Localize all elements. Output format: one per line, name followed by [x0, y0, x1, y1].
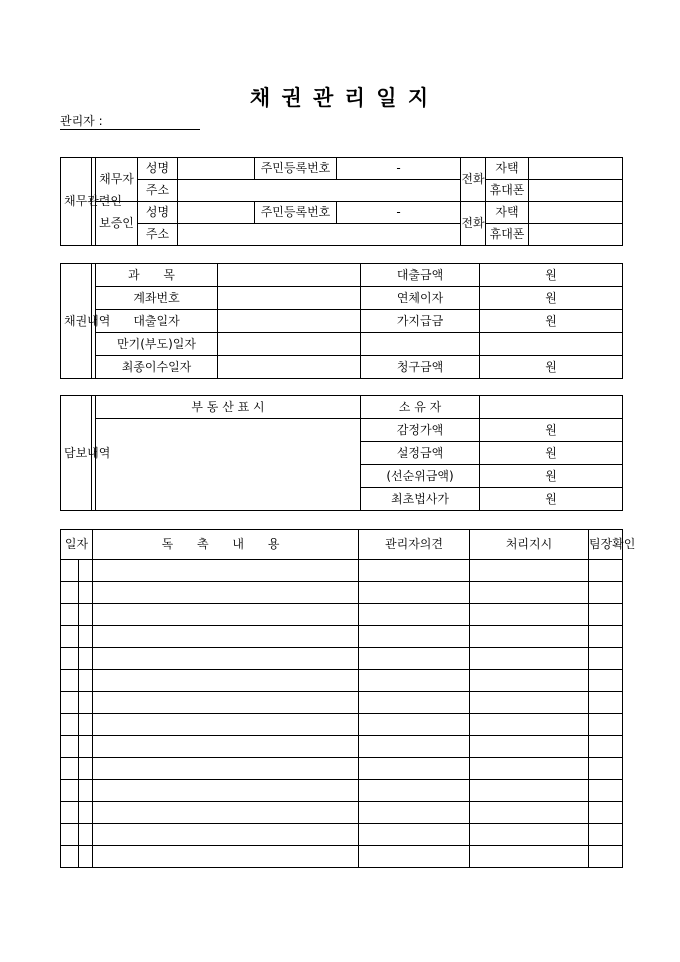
log-instruction-header: 처리지시 [470, 530, 589, 560]
loan-amount-label: 대출금액 [361, 264, 480, 287]
debtor-id-label: 주민등록번호 [255, 158, 337, 180]
property-field[interactable] [96, 419, 361, 511]
subject-field[interactable] [218, 264, 361, 287]
log-row[interactable] [61, 582, 623, 604]
account-label: 계좌번호 [96, 287, 218, 310]
overdue-interest-label: 연체이자 [361, 287, 480, 310]
debtor-mobile-label: 휴대폰 [486, 180, 529, 202]
debtor-address-label: 주소 [138, 180, 178, 202]
min-bid-field[interactable]: 원 [480, 488, 623, 511]
senior-field[interactable]: 원 [480, 465, 623, 488]
manager-label: 관리자 : [60, 114, 103, 128]
overdue-interest-field[interactable]: 원 [480, 287, 623, 310]
debtor-name-label: 성명 [138, 158, 178, 180]
guarantor-mobile-label: 휴대폰 [486, 224, 529, 246]
collateral-section-label: 담보내역 [61, 396, 92, 511]
page-title: 채 권 관 리 일 지 [249, 85, 431, 110]
log-row[interactable] [61, 736, 623, 758]
log-opinion-header: 관리자의견 [359, 530, 470, 560]
empty-field[interactable] [480, 333, 623, 356]
log-row[interactable] [61, 692, 623, 714]
debtor-table [60, 157, 623, 246]
log-row[interactable] [61, 824, 623, 846]
guarantor-id-label: 주민등록번호 [255, 202, 337, 224]
property-label: 부 동 산 표 시 [96, 396, 361, 419]
claim-table [60, 263, 623, 379]
guarantor-label: 보증인 [96, 202, 138, 246]
last-interest-label: 최종이수일자 [96, 356, 218, 379]
log-content-header: 독 촉 내 용 [93, 530, 359, 560]
guarantor-phone-label: 전화 [461, 202, 486, 246]
debtor-mobile-field[interactable] [529, 180, 623, 202]
claim-section-label: 채권내역 [61, 264, 92, 379]
guarantor-id-field[interactable]: - [337, 202, 461, 224]
claim-amount-label: 청구금액 [361, 356, 480, 379]
appraisal-label: 감정가액 [361, 419, 480, 442]
debtor-address-field[interactable] [178, 180, 461, 202]
maturity-field[interactable] [218, 333, 361, 356]
guarantor-home-field[interactable] [529, 202, 623, 224]
log-row[interactable] [61, 758, 623, 780]
debtor-home-field[interactable] [529, 158, 623, 180]
maturity-label: 만기(부도)일자 [96, 333, 218, 356]
guarantor-mobile-field[interactable] [529, 224, 623, 246]
log-row[interactable] [61, 604, 623, 626]
provisional-label: 가지급금 [361, 310, 480, 333]
guarantor-name-field[interactable] [178, 202, 255, 224]
owner-label: 소 유 자 [361, 396, 480, 419]
manager-field[interactable] [60, 114, 200, 130]
loan-date-label: 대출일자 [96, 310, 218, 333]
debtor-section-label: 채무관련인 [61, 158, 92, 246]
log-confirm-header: 팀장확인 [589, 530, 623, 560]
debtor-name-field[interactable] [178, 158, 255, 180]
loan-date-field[interactable] [218, 310, 361, 333]
debtor-id-field[interactable]: - [337, 158, 461, 180]
claim-amount-field[interactable]: 원 [480, 356, 623, 379]
log-date-header: 일자 [61, 530, 93, 560]
log-row[interactable] [61, 626, 623, 648]
guarantor-address-label: 주소 [138, 224, 178, 246]
setting-label: 설정금액 [361, 442, 480, 465]
empty-label [361, 333, 480, 356]
loan-amount-field[interactable]: 원 [480, 264, 623, 287]
log-row[interactable] [61, 780, 623, 802]
appraisal-field[interactable]: 원 [480, 419, 623, 442]
guarantor-name-label: 성명 [138, 202, 178, 224]
log-row[interactable] [61, 648, 623, 670]
collateral-table [60, 395, 623, 511]
guarantor-home-label: 자택 [486, 202, 529, 224]
min-bid-label: 최초법사가 [361, 488, 480, 511]
owner-field[interactable] [480, 396, 623, 419]
subject-label: 과 목 [96, 264, 218, 287]
log-row[interactable] [61, 846, 623, 868]
account-field[interactable] [218, 287, 361, 310]
last-interest-field[interactable] [218, 356, 361, 379]
guarantor-address-field[interactable] [178, 224, 461, 246]
provisional-field[interactable]: 원 [480, 310, 623, 333]
log-row[interactable] [61, 714, 623, 736]
senior-label: (선순위금액) [361, 465, 480, 488]
log-row[interactable] [61, 802, 623, 824]
debtor-phone-label: 전화 [461, 158, 486, 202]
log-row[interactable] [61, 560, 623, 582]
setting-field[interactable]: 원 [480, 442, 623, 465]
debtor-home-label: 자택 [486, 158, 529, 180]
log-row[interactable] [61, 670, 623, 692]
log-table [60, 529, 636, 868]
debtor-label: 채무자 [96, 158, 138, 202]
